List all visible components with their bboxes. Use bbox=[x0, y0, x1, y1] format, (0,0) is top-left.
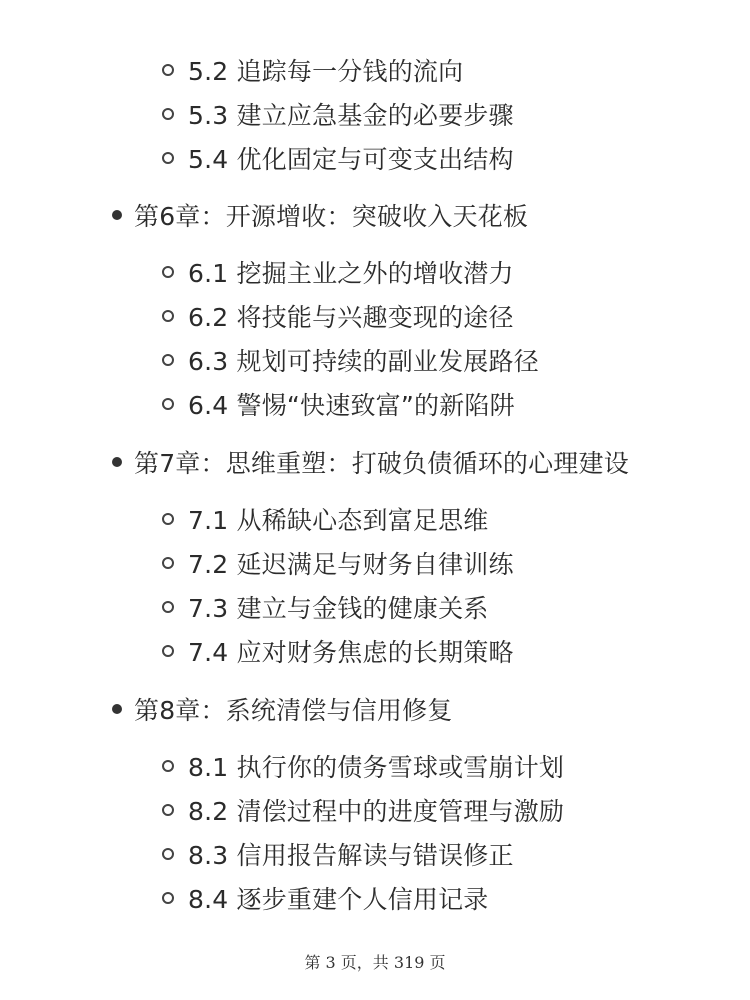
hollow-bullet-icon bbox=[162, 804, 174, 816]
hollow-bullet-icon bbox=[162, 64, 174, 76]
section-title: 7.4 应对财务焦虑的长期策略 bbox=[188, 638, 514, 667]
section-title: 8.3 信用报告解读与错误修正 bbox=[188, 841, 514, 870]
hollow-bullet-icon bbox=[162, 266, 174, 278]
hollow-bullet-icon bbox=[162, 398, 174, 410]
section-title: 8.2 清偿过程中的进度管理与激励 bbox=[188, 797, 565, 826]
hollow-bullet-icon bbox=[162, 645, 174, 657]
hollow-bullet-icon bbox=[162, 513, 174, 525]
filled-bullet-icon bbox=[112, 210, 122, 220]
hollow-bullet-icon bbox=[162, 310, 174, 322]
filled-bullet-icon bbox=[112, 457, 122, 467]
hollow-bullet-icon bbox=[162, 760, 174, 772]
page-number-footer: 第 3 页，共 319 页 bbox=[304, 953, 446, 972]
section-title: 8.1 执行你的债务雪球或雪崩计划 bbox=[188, 753, 565, 782]
chapter-title: 第8章：系统清偿与信用修复 bbox=[134, 696, 453, 725]
section-title: 5.3 建立应急基金的必要步骤 bbox=[188, 101, 514, 130]
hollow-bullet-icon bbox=[162, 848, 174, 860]
section-title: 7.2 延迟满足与财务自律训练 bbox=[188, 550, 514, 579]
hollow-bullet-icon bbox=[162, 892, 174, 904]
section-title: 6.2 将技能与兴趣变现的途径 bbox=[188, 303, 514, 332]
hollow-bullet-icon bbox=[162, 601, 174, 613]
chapter-title: 第7章：思维重塑：打破负债循环的心理建设 bbox=[134, 449, 629, 478]
hollow-bullet-icon bbox=[162, 152, 174, 164]
section-title: 6.4 警惕“快速致富”的新陷阱 bbox=[188, 391, 515, 420]
section-title: 5.2 追踪每一分钱的流向 bbox=[188, 57, 464, 86]
section-title: 6.1 挖掘主业之外的增收潜力 bbox=[188, 259, 514, 288]
section-title: 5.4 优化固定与可变支出结构 bbox=[188, 145, 514, 174]
hollow-bullet-icon bbox=[162, 108, 174, 120]
section-title: 7.1 从稀缺心态到富足思维 bbox=[188, 506, 489, 535]
chapter-title: 第6章：开源增收：突破收入天花板 bbox=[134, 202, 529, 231]
hollow-bullet-icon bbox=[162, 557, 174, 569]
section-title: 6.3 规划可持续的副业发展路径 bbox=[188, 347, 539, 376]
filled-bullet-icon bbox=[112, 704, 122, 714]
section-title: 7.3 建立与金钱的健康关系 bbox=[188, 594, 489, 623]
section-title: 8.4 逐步重建个人信用记录 bbox=[188, 885, 489, 914]
hollow-bullet-icon bbox=[162, 354, 174, 366]
